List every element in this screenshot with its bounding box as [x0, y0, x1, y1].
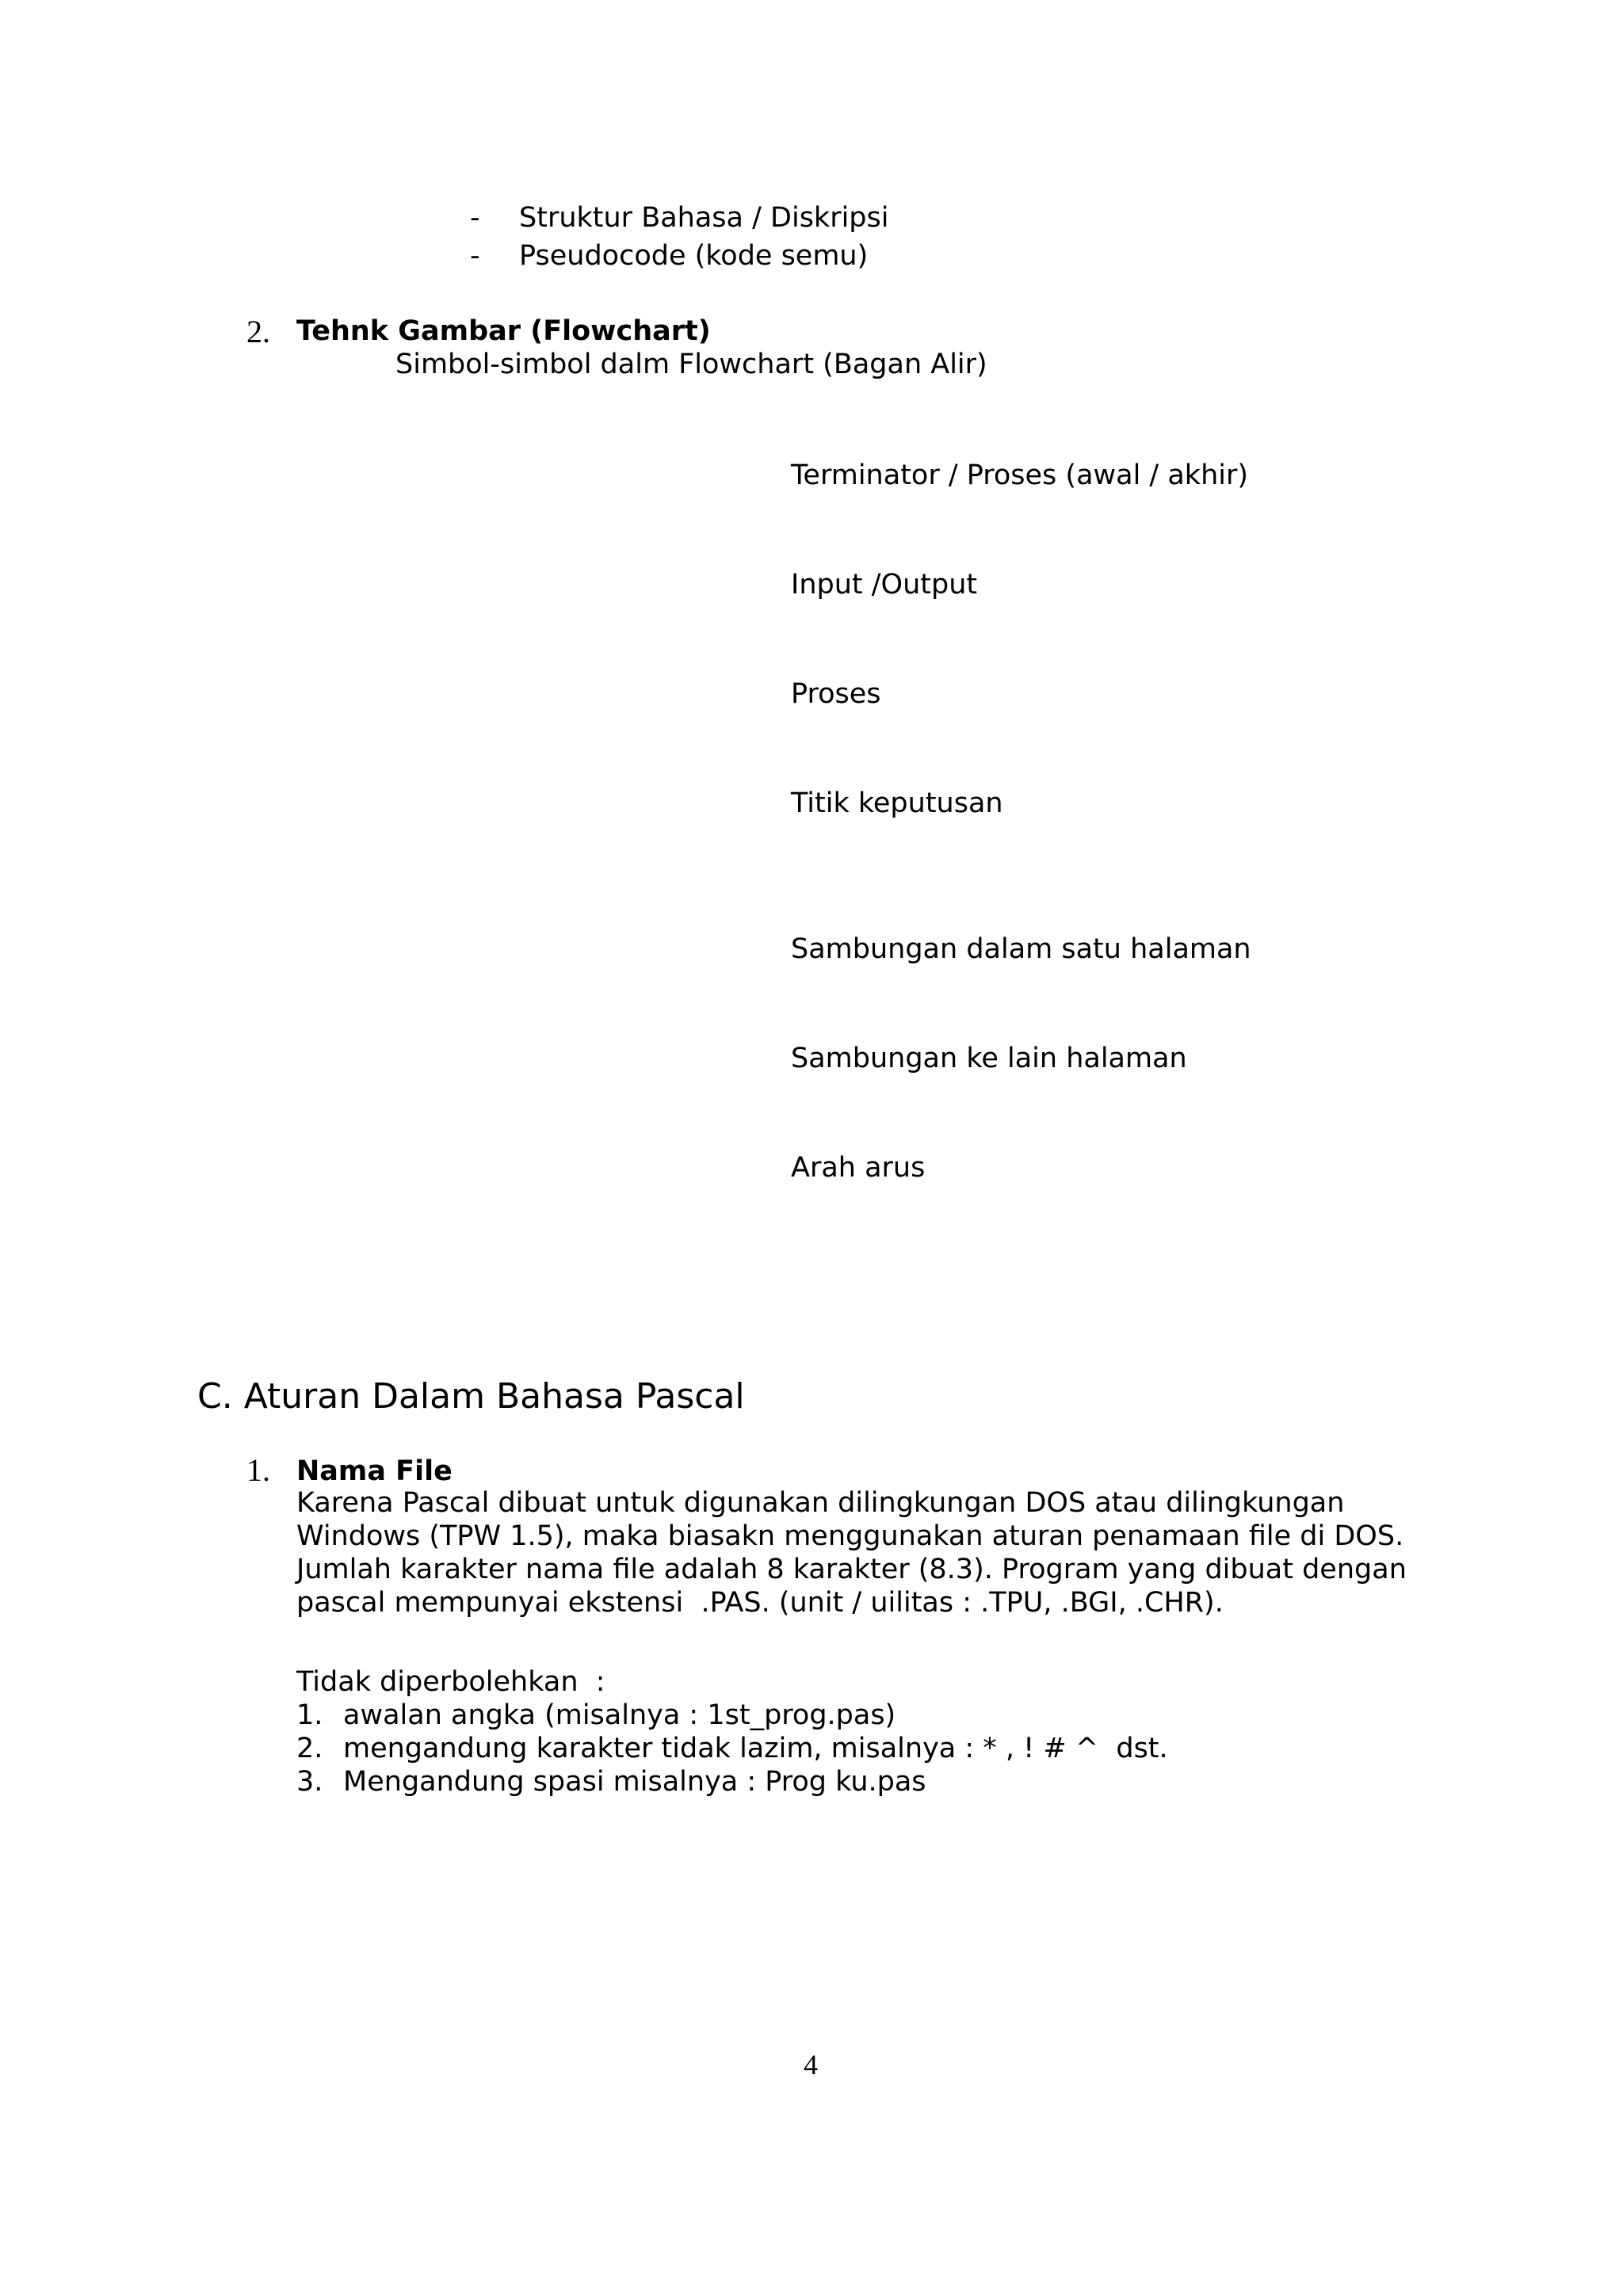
list-number: 2.	[296, 1733, 323, 1764]
symbol-label-flow-direction: Arah arus	[791, 1152, 926, 1184]
symbol-label-on-page-connector: Sambungan dalam satu halaman	[791, 933, 1251, 965]
paragraph-line: pascal mempunyai ekstensi .PAS. (unit / uilitas : .TPU, .BGI, .CHR).	[296, 1587, 1224, 1619]
symbol-label-off-page-connector: Sambungan ke lain halaman	[791, 1043, 1187, 1074]
list-item: Mengandung spasi misalnya : Prog ku.pas	[343, 1766, 926, 1798]
symbol-label-decision: Titik keputusan	[791, 788, 1003, 819]
list-item: awalan angka (misalnya : 1st_prog.pas)	[343, 1699, 896, 1731]
list-item: Struktur Bahasa / Diskripsi	[519, 202, 889, 234]
symbol-label-process: Proses	[791, 678, 881, 710]
list-number: 1.	[296, 1699, 323, 1731]
section-title: Tehnk Gambar (Flowchart)	[296, 315, 711, 347]
symbol-label-input-output: Input /Output	[791, 569, 978, 601]
section-number: 2.	[246, 314, 270, 349]
page-number: 4	[804, 2049, 818, 2081]
item-title: Nama File	[296, 1455, 453, 1487]
list-item: Pseudocode (kode semu)	[519, 240, 869, 272]
list-item: mengandung karakter tidak lazim, misalnya : * , ! # ^ dst.	[343, 1733, 1168, 1764]
paragraph-line: Karena Pascal dibuat untuk digunakan dilingkungan DOS atau dilingkungan	[296, 1487, 1345, 1519]
item-number: 1.	[246, 1452, 270, 1488]
not-allowed-label: Tidak diperbolehkan :	[296, 1666, 605, 1698]
section-subtitle: Simbol-simbol dalm Flowchart (Bagan Alir)	[395, 349, 987, 380]
symbol-label-terminator: Terminator / Proses (awal / akhir)	[791, 460, 1249, 491]
paragraph-line: Windows (TPW 1.5), maka biasakn menggunakan aturan penamaan file di DOS.	[296, 1520, 1404, 1552]
paragraph-line: Jumlah karakter nama file adalah 8 karakter (8.3). Program yang dibuat dengan	[296, 1554, 1407, 1585]
section-heading: C. Aturan Dalam Bahasa Pascal	[197, 1376, 745, 1417]
list-marker: -	[470, 240, 480, 272]
list-number: 3.	[296, 1766, 323, 1798]
list-marker: -	[470, 202, 480, 234]
item-paragraph	[296, 1486, 1422, 1619]
